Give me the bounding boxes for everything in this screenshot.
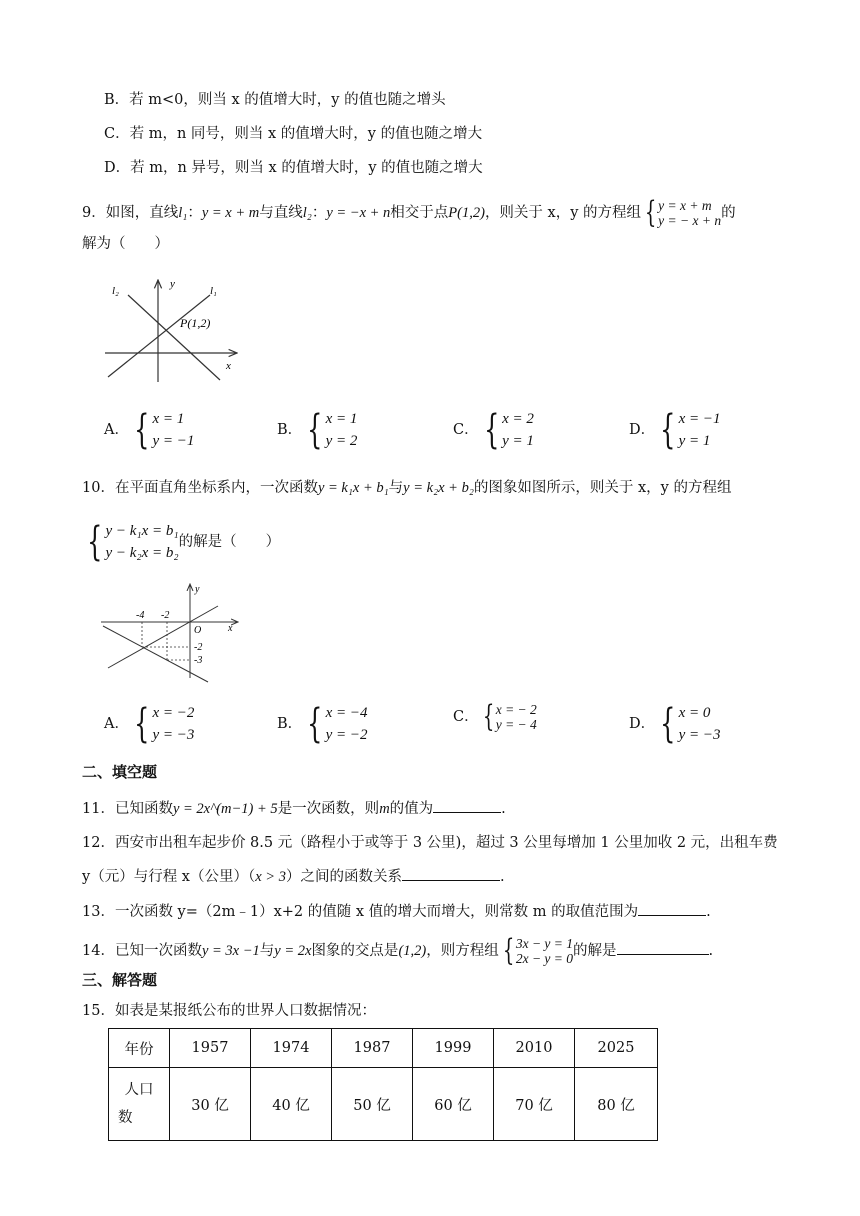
fig-label-n2: -2 <box>194 642 203 653</box>
q10-option-a: A． { x = −2 y = −3 <box>104 701 195 747</box>
q9-option-c: C． { x = 2 y = 1 <box>453 407 534 453</box>
q10-stem: 10．在平面直角坐标系内，一次函数y = k₁x + b₁与y = k₂x + b₂的图象如图所示，则关于 x，y 的方程组 <box>82 480 732 496</box>
table-cell: 30 亿 <box>170 1068 251 1141</box>
table-cell: 60 亿 <box>413 1068 494 1141</box>
equation-system: { y − k₁x = b₁ y − k₂x = b₂ <box>87 519 179 565</box>
answer-blank[interactable] <box>402 866 500 881</box>
q9-option-a: A． { x = 1 y = −1 <box>104 407 195 453</box>
equation-system: { y = x + m y = − x + n <box>644 195 722 230</box>
q9-stem-cont: 解为（ ） <box>82 236 169 252</box>
equation: y = 2x <box>274 943 312 959</box>
fig-label-x: x <box>228 623 233 634</box>
equation: y = k₂x + b₂ <box>403 480 474 496</box>
equation: y = −x + n <box>326 205 391 221</box>
answer-blank[interactable] <box>638 901 706 916</box>
q8-option-b: B．若 m<0，则当 x 的值增大时，y 的值也随之增头 <box>104 92 446 108</box>
line-l2 <box>128 295 220 380</box>
equation: y = 3x −1 <box>201 943 260 959</box>
q8-option-d: D．若 m，n 异号，则当 x 的值增大时，y 的值也随之增大 <box>104 160 483 176</box>
fig-label-y: y <box>170 278 175 290</box>
section-heading-fill-in: 二、填空题 <box>82 763 158 781</box>
answer-blank[interactable] <box>617 940 709 955</box>
equation: y = 2x^(m−1) + 5 <box>172 801 278 817</box>
table-row <box>109 1029 658 1068</box>
q10-option-d: D． { x = 0 y = −3 <box>629 701 721 747</box>
q14: 14．已知一次函数y = 3x −1与y = 2x图象的交点是(1,2)，则方程组 { 3x − y = 1 2x − y = 0 的解是 . <box>82 933 714 968</box>
q10-option-b: B． { x = −4 y = −2 <box>277 701 368 747</box>
point: (1,2) <box>398 943 427 959</box>
q10-stem-cont: { y − k₁x = b₁ y − k₂x = b₂ 的解是（ ） <box>82 520 280 564</box>
table-cell: 50 亿 <box>332 1068 413 1141</box>
q13: 13．一次函数 y=（2m﹣1）x+2 的值随 x 值的增大而增大，则常数 m 的取值范围为 . <box>82 901 711 922</box>
fig-label-x: x <box>226 360 231 372</box>
table-cell: 1957 <box>170 1029 251 1068</box>
table-cell: 人口 数 <box>109 1068 170 1141</box>
point: P(1,2) <box>448 205 485 221</box>
table-cell: 年份 <box>109 1029 170 1068</box>
table-cell: 1974 <box>251 1029 332 1068</box>
fig-label-l2: l₂ <box>112 285 119 297</box>
line-1 <box>103 626 208 682</box>
table-cell: 1999 <box>413 1029 494 1068</box>
fig-label-point: P(1,2) <box>180 316 211 330</box>
table-cell: 70 亿 <box>494 1068 575 1141</box>
section-heading-solve: 三、解答题 <box>82 971 158 989</box>
q9-option-b: B． { x = 1 y = 2 <box>277 407 358 453</box>
q11: 11．已知函数y = 2x^(m−1) + 5是一次函数，则m的值为 . <box>82 798 506 819</box>
equation: y = x + m <box>201 205 260 221</box>
question-number: 9． <box>82 205 106 221</box>
table-cell: 40 亿 <box>251 1068 332 1141</box>
fig-label-origin: O <box>194 625 202 636</box>
q8-option-c: C．若 m，n 同号，则当 x 的值增大时，y 的值也随之增大 <box>104 126 483 142</box>
fig-label-l1: l₁ <box>210 285 217 297</box>
table-cell: 2025 <box>575 1029 658 1068</box>
fig-label-m2: -2 <box>161 610 170 621</box>
equation-system: { 3x − y = 1 2x − y = 0 <box>502 933 574 968</box>
population-table <box>108 1028 658 1141</box>
table-cell: 80 亿 <box>575 1068 658 1141</box>
line-label-l1: l₁ <box>178 205 188 221</box>
table-cell: 1987 <box>332 1029 413 1068</box>
fig-label-n3: -3 <box>194 655 203 666</box>
question-number: 10． <box>82 480 115 496</box>
table-cell: 2010 <box>494 1029 575 1068</box>
line-label-l2: l₂ <box>302 205 312 221</box>
table-row <box>109 1068 658 1141</box>
q10-option-c: C． { x = − 2 y = − 4 <box>453 699 537 734</box>
fig-label-m4: -4 <box>136 610 145 621</box>
q9-graph <box>100 270 250 385</box>
equation: y = k₁x + b₁ <box>317 480 389 496</box>
answer-blank[interactable] <box>433 798 501 813</box>
q12-line2: y（元）与行程 x（公里）（x > 3）之间的函数关系 . <box>82 866 505 887</box>
q15-stem: 15．如表是某报纸公布的世界人口数据情况： <box>82 1003 376 1019</box>
q9-option-d: D． { x = −1 y = 1 <box>629 407 721 453</box>
line-l1 <box>108 295 210 377</box>
q10-graph <box>98 578 243 686</box>
q9-stem: 9．如图，直线l₁：y = x + m与直线l₂：y = −x + n相交于点P(1,2)，则关于 x，y 的方程组 { y = x + m y = − x + n 的 <box>82 195 736 230</box>
q12-line1: 12．西安市出租车起步价 8.5 元（路程小于或等于 3 公里)，超过 3 公里每增加 1 公里加收 2 元，出租车费 <box>82 835 778 851</box>
fig-label-y: y <box>195 584 200 595</box>
